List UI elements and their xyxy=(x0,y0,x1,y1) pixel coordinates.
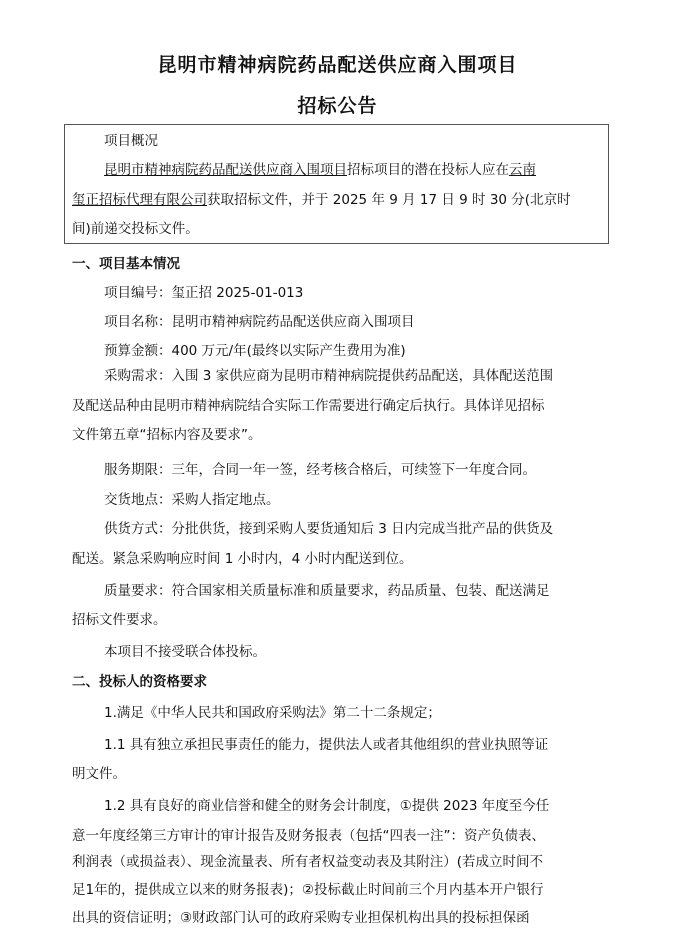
purchase-need-2: 及配送品种由昆明市精神病院结合实际工作需要进行确定后执行。具体详见招标 xyxy=(72,398,545,414)
section1-heading: 一、项目基本情况 xyxy=(72,256,180,272)
supply-method-1: 供货方式：分批供货，接到采购人要货通知后 3 日内完成当批产品的供货及 xyxy=(104,521,554,537)
qualification-1-2-a: 1.2 具有良好的商业信誉和健全的财务会计制度，①提供 2023 年度至今任 xyxy=(104,798,550,814)
document-title: 昆明市精神病院药品配送供应商入围项目 xyxy=(157,54,518,76)
delivery-place: 交货地点：采购人指定地点。 xyxy=(104,492,280,508)
qualification-1-2-e: 出具的资信证明；③财政部门认可的政府采购专业担保机构出具的投标担保函 xyxy=(72,910,530,926)
overview-line-1 xyxy=(104,160,536,180)
qualification-1-2-c: 利润表（或损益表）、现金流量表、所有者权益变动表及其附注）(若成立时间不 xyxy=(72,854,544,870)
project-name-link: 昆明市精神病院药品配送供应商入围项目 xyxy=(104,162,347,178)
overview-text-1b: 招标项目的潜在投标人应在 xyxy=(347,162,509,178)
qualification-1-2-d: 足1年的，提供成立以来的财务报表)；②投标截止时间前三个月内基本开户银行 xyxy=(72,882,544,898)
quality-req-2: 招标文件要求。 xyxy=(72,612,167,628)
qualification-1-2-b: 意一年度经第三方审计的审计报告及财务报表（包括“四表一注”：资产负债表、 xyxy=(72,828,545,844)
service-period: 服务期限：三年，合同一年一签，经考核合格后，可续签下一年度合同。 xyxy=(104,462,536,478)
document-subtitle: 招标公告 xyxy=(297,95,378,117)
qualification-1: 1.满足《中华人民共和国政府采购法》第二十二条规定； xyxy=(104,705,441,721)
overview-heading: 项目概况 xyxy=(104,133,158,149)
project-name: 项目名称：昆明市精神病院药品配送供应商入围项目 xyxy=(104,314,415,330)
agency-name-part2: 玺正招标代理有限公司 xyxy=(72,192,207,208)
supply-method-2: 配送。紧急采购响应时间 1 小时内，4 小时内配送到位。 xyxy=(72,551,413,567)
project-number: 项目编号：玺正招 2025-01-013 xyxy=(104,285,304,301)
qualification-1-1-b: 明文件。 xyxy=(72,766,126,782)
consortium-note: 本项目不接受联合体投标。 xyxy=(104,644,266,660)
overview-line-3: 间)前递交投标文件。 xyxy=(72,221,199,237)
overview-text-2b: 获取招标文件，并于 2025 年 9 月 17 日 9 时 30 分(北京时 xyxy=(207,192,571,208)
budget: 预算金额：400 万元/年(最终以实际产生费用为准) xyxy=(104,343,406,359)
quality-req-1: 质量要求：符合国家相关质量标准和质量要求，药品质量、包装、配送满足 xyxy=(104,583,550,599)
overview-line-2 xyxy=(72,190,571,210)
purchase-need-1: 采购需求：入围 3 家供应商为昆明市精神病院提供药品配送，具体配送范围 xyxy=(104,368,554,384)
qualification-1-1-a: 1.1 具有独立承担民事责任的能力，提供法人或者其他组织的营业执照等证 xyxy=(104,737,549,753)
section2-heading: 二、投标人的资格要求 xyxy=(72,674,207,690)
agency-name-part1: 云南 xyxy=(509,162,536,178)
purchase-need-3: 文件第五章“招标内容及要求”。 xyxy=(72,427,262,443)
